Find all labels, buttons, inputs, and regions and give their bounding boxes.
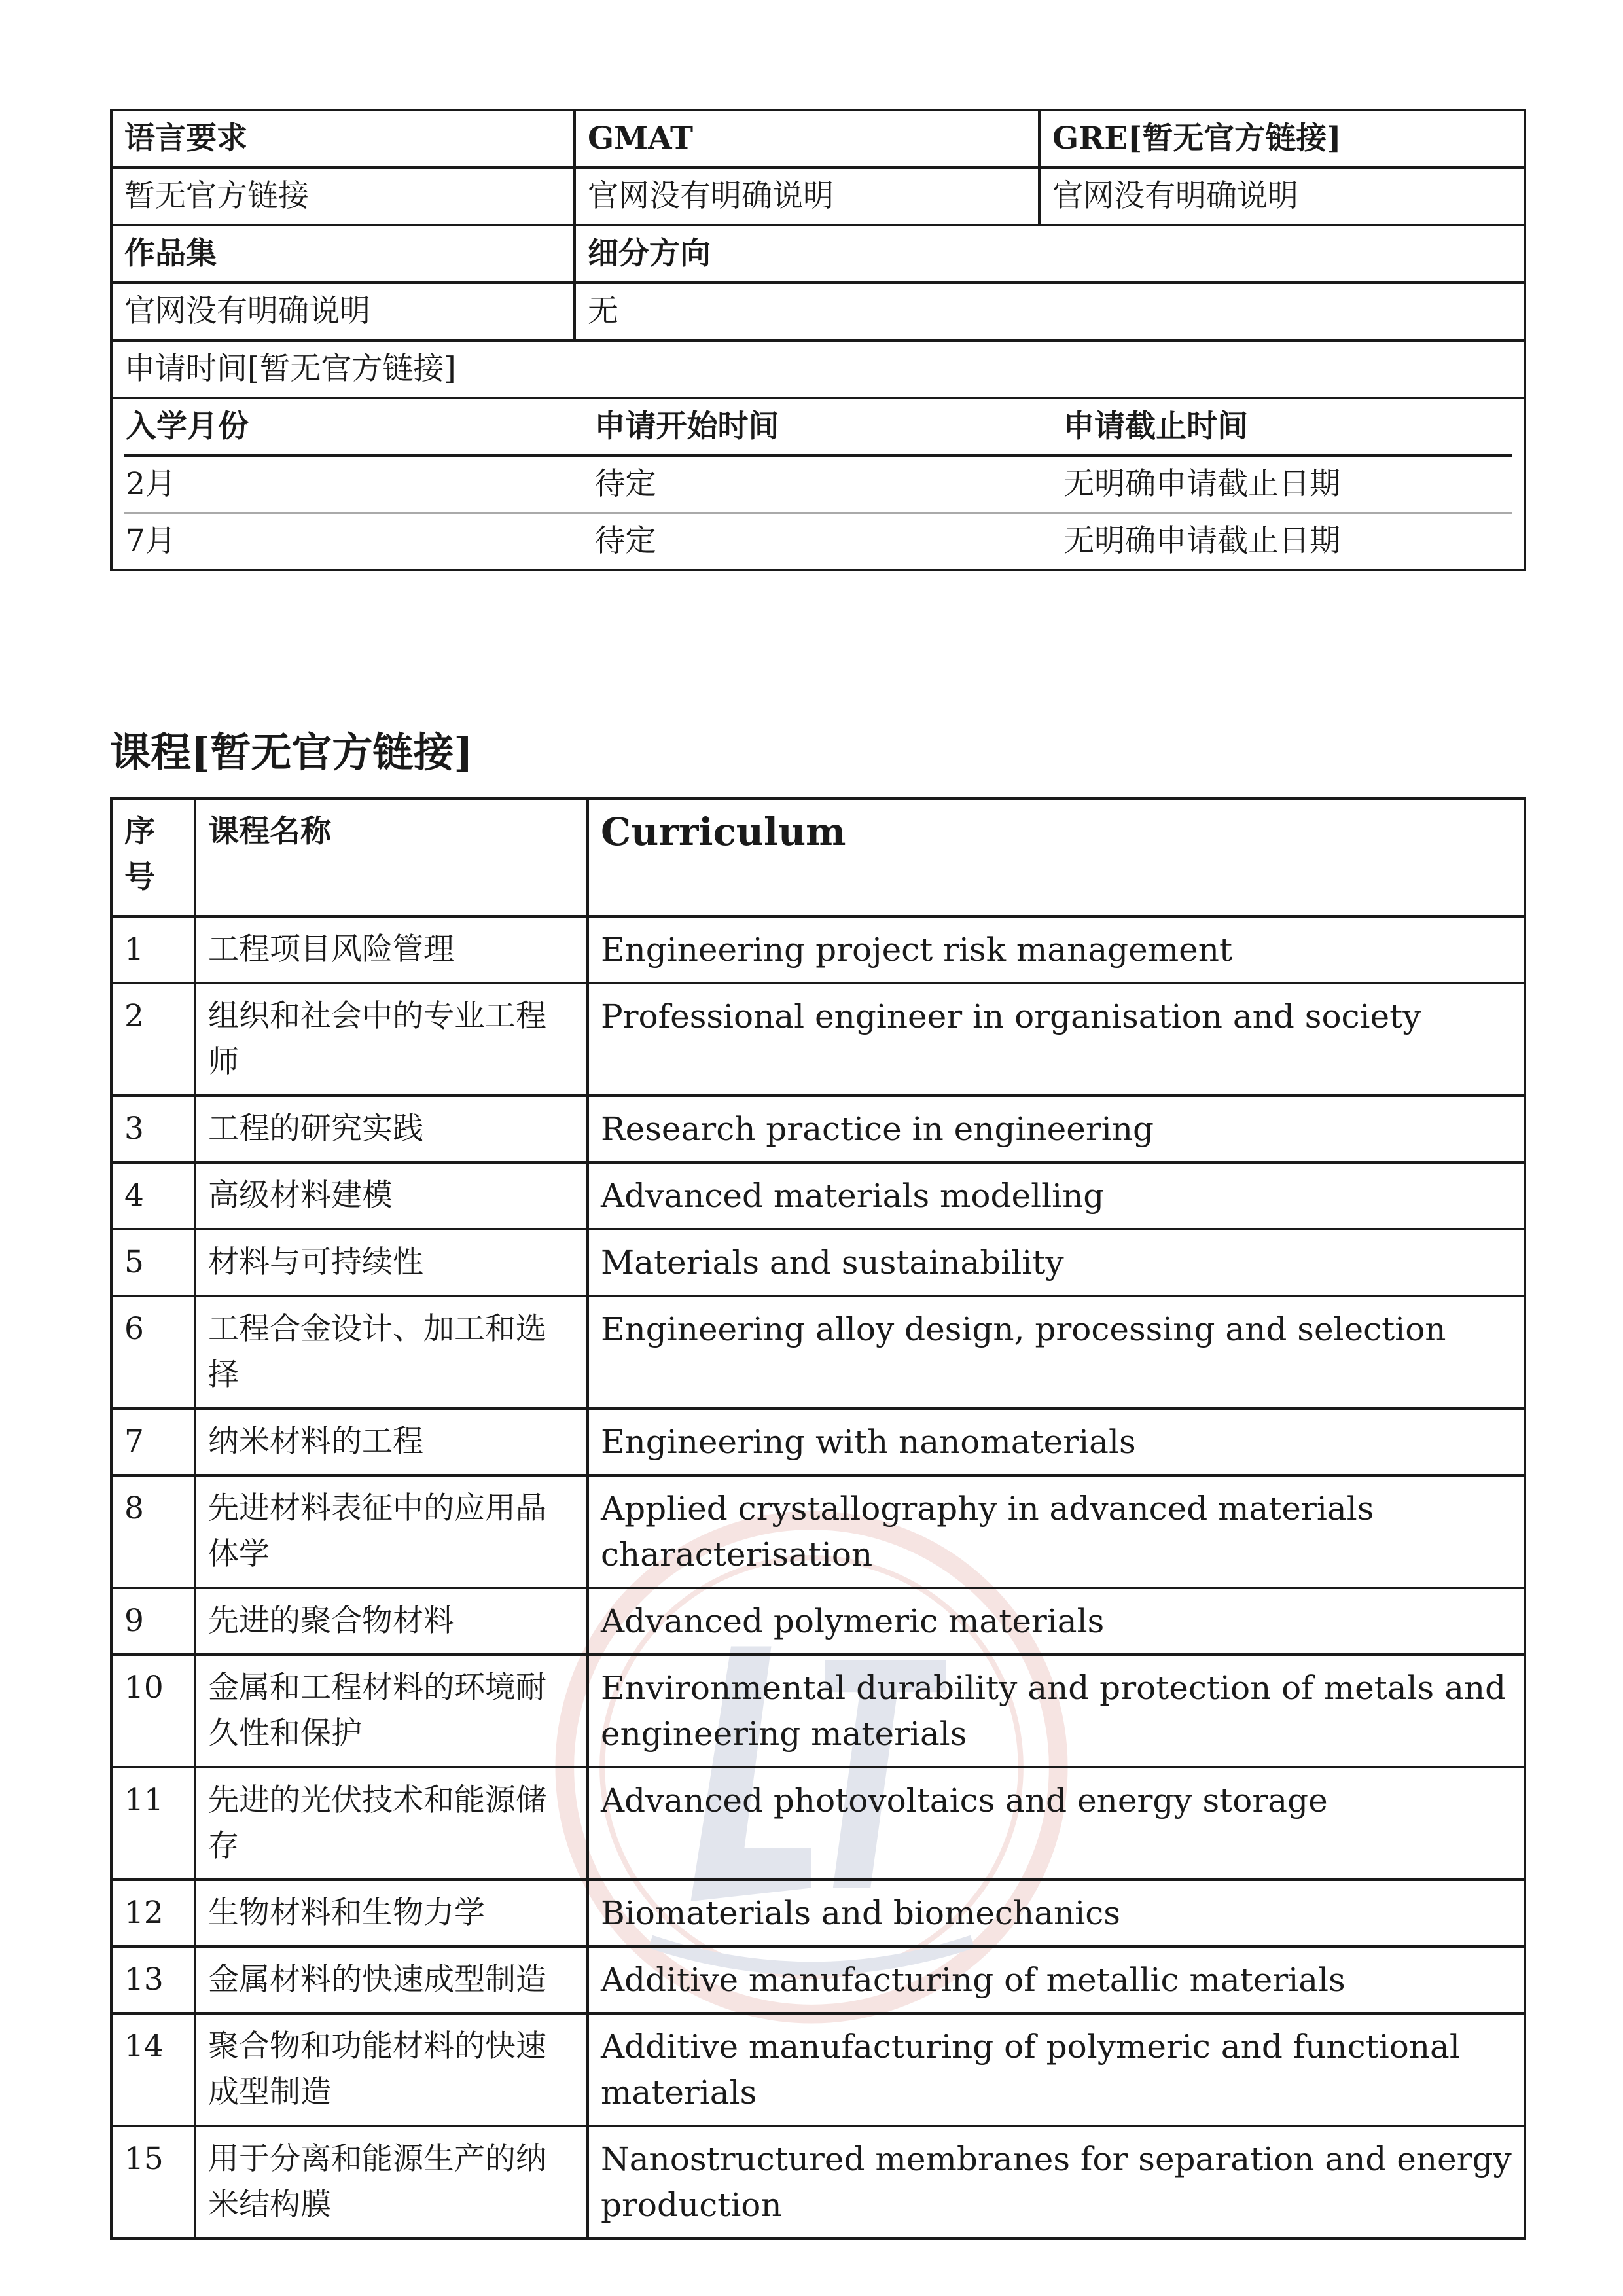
gmat-header: GMAT bbox=[575, 110, 1039, 168]
course-index: 11 bbox=[111, 1767, 195, 1880]
gre-header: GRE[暂无官方链接] bbox=[1039, 110, 1525, 168]
gmat-value: 官网没有明确说明 bbox=[575, 168, 1039, 225]
portfolio-header-row bbox=[111, 225, 1525, 283]
course-name-zh: 组织和社会中的专业工程师 bbox=[195, 983, 588, 1096]
course-name-en: Nanostructured membranes for separation and energy production bbox=[588, 2126, 1525, 2238]
table-row bbox=[111, 1162, 1525, 1229]
table-row bbox=[111, 2013, 1525, 2126]
deadline-header: 申请截止时间 bbox=[1062, 399, 1512, 456]
course-index: 7 bbox=[111, 1408, 195, 1475]
course-name-zh: 用于分离和能源生产的纳米结构膜 bbox=[195, 2126, 588, 2238]
requirements-value-row bbox=[111, 168, 1525, 225]
course-index: 6 bbox=[111, 1296, 195, 1408]
course-name-zh: 纳米材料的工程 bbox=[195, 1408, 588, 1475]
course-index: 15 bbox=[111, 2126, 195, 2238]
table-row bbox=[111, 1296, 1525, 1408]
course-name-zh: 生物材料和生物力学 bbox=[195, 1880, 588, 1946]
application-time-label: 申请时间[暂无官方链接] bbox=[111, 340, 1525, 398]
course-name-zh: 先进的聚合物材料 bbox=[195, 1588, 588, 1655]
schedule-table bbox=[124, 399, 1512, 569]
table-row bbox=[111, 2126, 1525, 2238]
course-name-en: Professional engineer in organisation and society bbox=[588, 983, 1525, 1096]
start-time: 待定 bbox=[594, 456, 1063, 513]
course-name-en: Environmental durability and protection of metals and engineering materials bbox=[588, 1655, 1525, 1767]
course-index: 4 bbox=[111, 1162, 195, 1229]
requirements-table bbox=[110, 109, 1526, 571]
table-row bbox=[111, 1588, 1525, 1655]
language-value: 暂无官方链接 bbox=[111, 168, 575, 225]
portfolio-header: 作品集 bbox=[111, 225, 575, 283]
table-row bbox=[111, 916, 1525, 983]
deadline: 无明确申请截止日期 bbox=[1062, 456, 1512, 513]
course-name-zh: 聚合物和功能材料的快速成型制造 bbox=[195, 2013, 588, 2126]
course-name-en: Advanced photovoltaics and energy storage bbox=[588, 1767, 1525, 1880]
gre-value: 官网没有明确说明 bbox=[1039, 168, 1525, 225]
course-name-zh: 材料与可持续性 bbox=[195, 1229, 588, 1296]
course-index: 10 bbox=[111, 1655, 195, 1767]
course-index: 12 bbox=[111, 1880, 195, 1946]
table-row bbox=[111, 1229, 1525, 1296]
intake-month: 7月 bbox=[126, 523, 176, 559]
course-name-zh: 工程的研究实践 bbox=[195, 1096, 588, 1162]
course-index: 13 bbox=[111, 1946, 195, 2013]
curriculum-table bbox=[110, 797, 1526, 2240]
schedule-row-1 bbox=[124, 456, 1512, 513]
course-index: 1 bbox=[111, 916, 195, 983]
schedule-header-row bbox=[124, 399, 1512, 456]
requirements-header-row bbox=[111, 110, 1525, 168]
deadline: 无明确申请截止日期 bbox=[1063, 523, 1341, 559]
course-name-zh: 工程合金设计、加工和选择 bbox=[195, 1296, 588, 1408]
portfolio-value-row bbox=[111, 283, 1525, 340]
curriculum-title: 课程[暂无官方链接] bbox=[110, 728, 473, 776]
course-name-en: Engineering with nanomaterials bbox=[588, 1408, 1525, 1475]
index-header: 序号 bbox=[111, 798, 195, 916]
course-index: 14 bbox=[111, 2013, 195, 2126]
course-name-en: Advanced materials modelling bbox=[588, 1162, 1525, 1229]
table-row bbox=[111, 1655, 1525, 1767]
table-row bbox=[111, 1946, 1525, 2013]
schedule-row bbox=[111, 398, 1525, 570]
course-index: 3 bbox=[111, 1096, 195, 1162]
course-name-en: Materials and sustainability bbox=[588, 1229, 1525, 1296]
course-name-zh: 先进材料表征中的应用晶体学 bbox=[195, 1475, 588, 1588]
table-row bbox=[111, 1767, 1525, 1880]
course-name-en: Additive manufacturing of metallic materials bbox=[588, 1946, 1525, 2013]
course-name-en: Research practice in engineering bbox=[588, 1096, 1525, 1162]
table-row bbox=[111, 1408, 1525, 1475]
course-name-header: 课程名称 bbox=[195, 798, 588, 916]
course-name-en: Applied crystallography in advanced materials characterisation bbox=[588, 1475, 1525, 1588]
course-index: 5 bbox=[111, 1229, 195, 1296]
start-time: 待定 bbox=[594, 523, 656, 559]
curriculum-header: Curriculum bbox=[588, 798, 1525, 916]
course-name-en: Engineering alloy design, processing and selection bbox=[588, 1296, 1525, 1408]
specialization-header: 细分方向 bbox=[575, 225, 1525, 283]
curriculum-header-row bbox=[111, 798, 1525, 916]
course-name-zh: 工程项目风险管理 bbox=[195, 916, 588, 983]
application-time-row bbox=[111, 340, 1525, 398]
course-name-en: Advanced polymeric materials bbox=[588, 1588, 1525, 1655]
course-index: 8 bbox=[111, 1475, 195, 1588]
table-row bbox=[111, 1880, 1525, 1946]
start-time-header: 申请开始时间 bbox=[594, 399, 1063, 456]
course-name-en: Engineering project risk management bbox=[588, 916, 1525, 983]
specialization-value: 无 bbox=[575, 283, 1525, 340]
schedule-cell bbox=[111, 398, 1525, 570]
table-row bbox=[111, 1096, 1525, 1162]
course-name-en: Additive manufacturing of polymeric and functional materials bbox=[588, 2013, 1525, 2126]
intake-month: 2月 bbox=[124, 456, 594, 513]
schedule-row-2 bbox=[124, 513, 1512, 569]
course-name-zh: 高级材料建模 bbox=[195, 1162, 588, 1229]
intake-month-header: 入学月份 bbox=[124, 399, 594, 456]
course-name-zh: 金属和工程材料的环境耐久性和保护 bbox=[195, 1655, 588, 1767]
table-row bbox=[111, 983, 1525, 1096]
table-row bbox=[111, 1475, 1525, 1588]
language-header: 语言要求 bbox=[111, 110, 575, 168]
course-name-zh: 先进的光伏技术和能源储存 bbox=[195, 1767, 588, 1880]
course-name-en: Biomaterials and biomechanics bbox=[588, 1880, 1525, 1946]
course-index: 9 bbox=[111, 1588, 195, 1655]
portfolio-value: 官网没有明确说明 bbox=[111, 283, 575, 340]
course-index: 2 bbox=[111, 983, 195, 1096]
course-name-zh: 金属材料的快速成型制造 bbox=[195, 1946, 588, 2013]
